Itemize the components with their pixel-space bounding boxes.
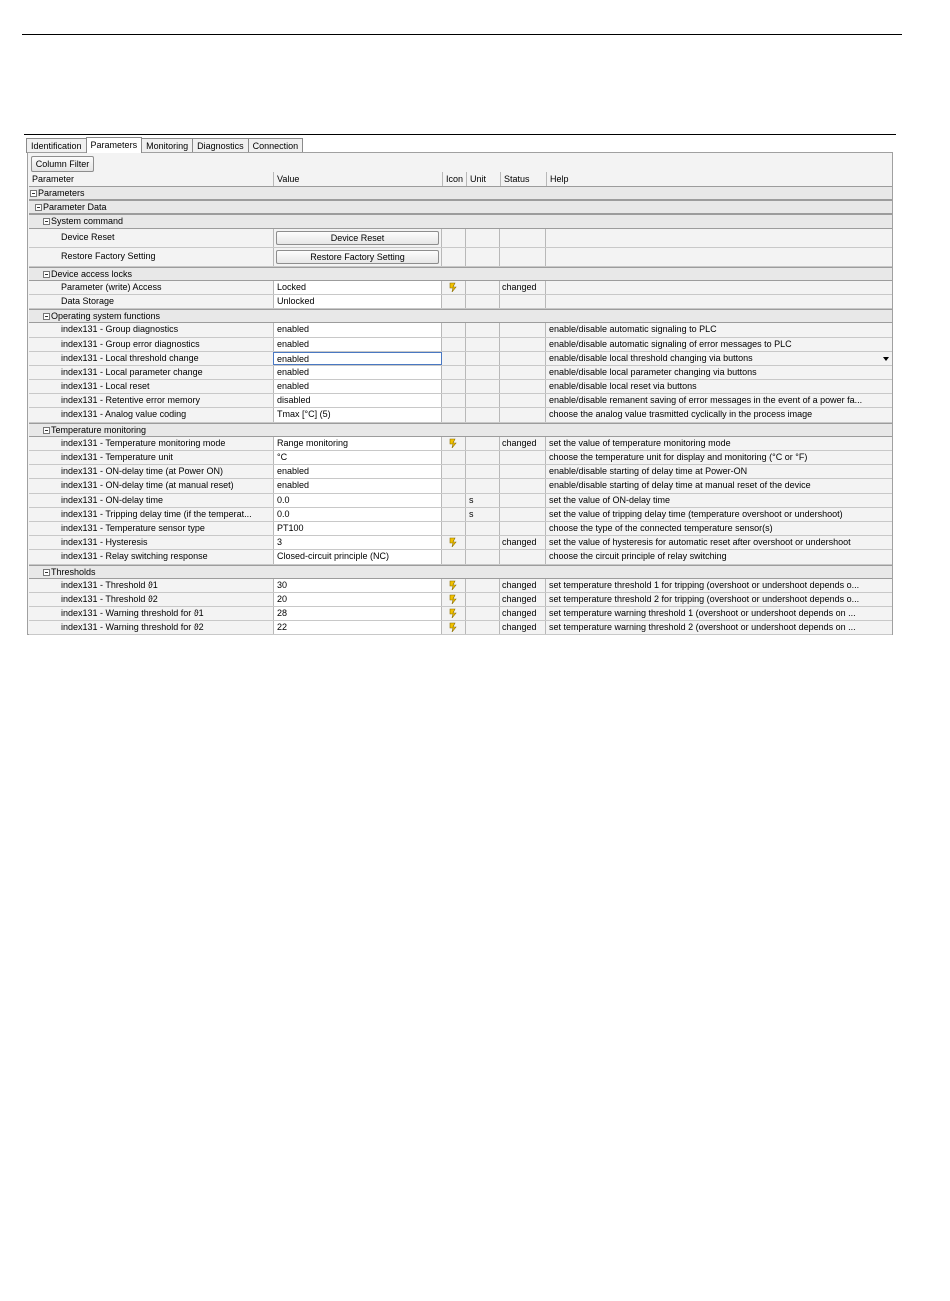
warning-edit-icon: [442, 579, 466, 592]
parameter-row[interactable]: [29, 338, 892, 352]
group-label: Temperature monitoring: [51, 424, 147, 435]
parameter-row[interactable]: [29, 295, 892, 309]
parameter-unit: [466, 380, 500, 393]
parameter-name: index131 - Hysteresis: [61, 537, 148, 548]
parameter-unit: [466, 465, 500, 478]
parameter-status: changed: [500, 281, 546, 294]
parameter-row[interactable]: [29, 408, 892, 422]
window-top-border: [24, 134, 896, 135]
parameter-status: changed: [500, 593, 546, 606]
parameter-unit: [466, 621, 500, 634]
parameter-status: changed: [500, 621, 546, 634]
parameter-row[interactable]: [29, 607, 892, 621]
parameter-value-field[interactable]: disabled: [273, 394, 442, 407]
parameter-name: index131 - Local reset: [61, 381, 150, 392]
parameter-unit: [466, 579, 500, 592]
parameter-value-field[interactable]: enabled: [273, 366, 442, 379]
parameter-editor-window: [24, 134, 896, 635]
page-header-rule: [22, 34, 902, 35]
parameter-unit: [466, 366, 500, 379]
parameter-status: [500, 508, 546, 521]
group-device-access-locks[interactable]: [29, 267, 892, 281]
parameter-help: enable/disable starting of delay time at Power-ON: [549, 466, 748, 477]
collapse-toggle-icon[interactable]: [43, 569, 50, 576]
column-header-row: [29, 172, 891, 186]
column-header-parameter[interactable]: Parameter: [32, 174, 75, 184]
column-header-value[interactable]: Value: [273, 172, 442, 186]
parameter-help: enable/disable starting of delay time at manual reset of the device: [549, 480, 811, 491]
parameter-row[interactable]: [29, 394, 892, 408]
parameter-name: index131 - Local parameter change: [61, 366, 203, 377]
parameter-row[interactable]: [29, 281, 892, 295]
icon-cell: [442, 550, 466, 563]
parameter-name: index131 - Temperature monitoring mode: [61, 437, 226, 448]
icon-cell: [442, 323, 466, 336]
column-header-unit[interactable]: Unit: [466, 172, 500, 186]
parameter-name: index131 - Group diagnostics: [61, 324, 179, 335]
parameter-unit: [466, 550, 500, 563]
parameter-value-field[interactable]: enabled: [273, 479, 442, 492]
warning-edit-icon: [442, 437, 466, 450]
column-filter-button[interactable]: Column Filter: [31, 156, 94, 172]
warning-edit-icon: [442, 281, 466, 294]
column-header-status[interactable]: Status: [500, 172, 546, 186]
parameter-unit: [466, 229, 500, 247]
column-header-icon[interactable]: Icon: [442, 172, 466, 186]
tab-monitoring[interactable]: Monitoring: [141, 138, 193, 153]
icon-cell: [442, 508, 466, 521]
collapse-toggle-icon[interactable]: [43, 427, 50, 434]
parameter-value-field[interactable]: enabled: [273, 338, 442, 351]
parameter-help: [549, 248, 889, 266]
group-label: Thresholds: [51, 566, 96, 577]
icon-cell: [442, 394, 466, 407]
parameter-unit: [466, 607, 500, 620]
parameter-unit: s: [466, 508, 500, 521]
parameter-help: enable/disable automatic signaling of error messages to PLC: [549, 338, 792, 349]
parameter-help: set temperature warning threshold 1 (overshoot or undershoot depends on ...: [549, 608, 856, 619]
icon-cell: [442, 522, 466, 535]
parameter-name: index131 - Tripping delay time (if the temperat...: [61, 508, 252, 519]
tab-parameters[interactable]: Parameters: [86, 137, 143, 153]
parameter-help: set temperature warning threshold 2 (overshoot or undershoot depends on ...: [549, 622, 856, 633]
icon-cell: [442, 295, 466, 308]
icon-cell: [442, 352, 466, 365]
parameter-value-field[interactable]: enabled: [273, 380, 442, 393]
group-label: Parameters: [38, 188, 85, 198]
parameter-help: [549, 229, 889, 247]
parameter-value-field[interactable]: Unlocked: [273, 295, 442, 308]
collapse-toggle-icon[interactable]: [43, 218, 50, 225]
group-label: Parameter Data: [43, 202, 107, 213]
parameter-value-field[interactable]: Closed-circuit principle (NC): [273, 550, 442, 563]
parameter-row[interactable]: [29, 621, 892, 635]
tab-bar: [26, 137, 302, 153]
icon-cell: [442, 366, 466, 379]
parameter-row[interactable]: [29, 522, 892, 536]
warning-edit-icon: [442, 621, 466, 634]
parameter-row[interactable]: [29, 380, 892, 394]
icon-cell: [442, 451, 466, 464]
parameter-name: index131 - ON-delay time: [61, 494, 164, 505]
parameter-status: changed: [500, 536, 546, 549]
group-thresholds[interactable]: [29, 565, 892, 579]
parameter-help: enable/disable local parameter changing via buttons: [549, 366, 757, 377]
parameter-name: index131 - Warning threshold for ϑ2: [61, 622, 204, 633]
parameter-help: set the value of tripping delay time (temperature overshoot or undershoot): [549, 508, 843, 519]
parameter-value-field[interactable]: enabled: [273, 323, 442, 336]
parameter-name: index131 - ON-delay time (at manual reset): [61, 480, 234, 491]
parameter-help: choose the circuit principle of relay switching: [549, 551, 727, 562]
parameter-row[interactable]: [29, 465, 892, 479]
parameter-value-field[interactable]: 30: [273, 579, 442, 592]
parameter-row[interactable]: [29, 579, 892, 593]
parameter-status: [500, 394, 546, 407]
parameter-status: [500, 479, 546, 492]
command-row: [29, 248, 892, 267]
group-parameter-data[interactable]: [29, 200, 892, 214]
parameter-status: [500, 465, 546, 478]
parameter-name: index131 - Local threshold change: [61, 352, 199, 363]
parameter-row[interactable]: [29, 593, 892, 607]
restore-factory-setting-button[interactable]: Restore Factory Setting: [276, 250, 439, 264]
parameter-value-field[interactable]: °C: [273, 451, 442, 464]
parameter-status: [500, 494, 546, 507]
parameter-row[interactable]: [29, 451, 892, 465]
column-header-help[interactable]: Help: [546, 172, 891, 186]
parameter-help: set the value of ON-delay time: [549, 494, 671, 505]
icon-cell: [442, 380, 466, 393]
parameter-help: set the value of hysteresis for automatic reset after overshoot or undershoot: [549, 537, 851, 548]
parameter-unit: [466, 248, 500, 266]
parameter-name: index131 - Threshold ϑ1: [61, 579, 158, 590]
collapse-toggle-icon[interactable]: [30, 190, 37, 197]
parameter-name: Restore Factory Setting: [61, 250, 156, 261]
parameter-value-field[interactable]: 22: [273, 621, 442, 634]
parameter-unit: [466, 338, 500, 351]
parameter-name: Parameter (write) Access: [61, 281, 162, 292]
group-label: System command: [51, 216, 124, 227]
parameter-status: [500, 366, 546, 379]
parameter-unit: [466, 522, 500, 535]
parameter-name: index131 - Threshold ϑ2: [61, 593, 158, 604]
warning-edit-icon: [442, 536, 466, 549]
parameter-value-field[interactable]: 3: [273, 536, 442, 549]
icon-cell: [442, 338, 466, 351]
parameter-value-field[interactable]: 28: [273, 607, 442, 620]
parameter-row[interactable]: [29, 494, 892, 508]
parameter-value-field[interactable]: Locked: [273, 281, 442, 294]
parameter-help: choose the temperature unit for display and monitoring (°C or °F): [549, 452, 808, 462]
icon-cell: [442, 465, 466, 478]
parameter-row[interactable]: [29, 352, 892, 366]
parameter-name: Device Reset: [61, 231, 115, 242]
parameter-help: enable/disable remanent saving of error messages in the event of a power fa...: [549, 395, 863, 406]
tab-diagnostics[interactable]: Diagnostics: [192, 138, 249, 153]
parameter-unit: [466, 593, 500, 606]
tab-connection[interactable]: Connection: [248, 138, 304, 153]
parameter-row[interactable]: [29, 479, 892, 493]
parameter-help: set the value of temperature monitoring mode: [549, 437, 731, 448]
parameter-unit: [466, 408, 500, 421]
parameter-unit: [466, 394, 500, 407]
parameter-help: [549, 295, 889, 308]
command-row: [29, 229, 892, 248]
parameters-panel: [27, 152, 893, 635]
parameter-value-field[interactable]: 0.0: [273, 508, 442, 521]
parameter-status: [500, 380, 546, 393]
parameter-value-field[interactable]: Tmax [°C] (5): [273, 408, 442, 421]
parameter-unit: [466, 281, 500, 294]
parameter-row[interactable]: [29, 550, 892, 564]
command-cell: [273, 248, 442, 266]
parameter-help: choose the analog value trasmitted cyclically in the process image: [549, 409, 813, 420]
parameter-value-field[interactable]: PT100: [273, 522, 442, 535]
parameter-row[interactable]: [29, 536, 892, 550]
device-reset-button[interactable]: Device Reset: [276, 231, 439, 245]
parameter-unit: s: [466, 494, 500, 507]
group-parameters[interactable]: [29, 186, 892, 200]
icon-cell: [442, 494, 466, 507]
parameter-help: enable/disable automatic signaling to PLC: [549, 324, 717, 335]
parameter-help: set temperature threshold 2 for tripping (overshoot or undershoot depends o...: [549, 593, 860, 604]
parameter-name: index131 - Retentive error memory: [61, 395, 201, 406]
parameter-status: changed: [500, 607, 546, 620]
parameter-unit: [466, 352, 500, 365]
parameter-status: [500, 408, 546, 421]
parameter-unit: [466, 437, 500, 450]
parameter-name: index131 - Temperature sensor type: [61, 522, 205, 533]
collapse-toggle-icon[interactable]: [43, 313, 50, 320]
group-system-command[interactable]: [29, 214, 892, 228]
parameter-status: [500, 550, 546, 563]
group-operating-system-functions[interactable]: [29, 309, 892, 323]
parameter-status: [500, 352, 546, 365]
parameter-row[interactable]: [29, 366, 892, 380]
parameter-status: [500, 338, 546, 351]
parameter-unit: [466, 536, 500, 549]
parameter-status: changed: [500, 437, 546, 450]
parameter-status: [500, 323, 546, 336]
parameter-name: index131 - Group error diagnostics: [61, 338, 200, 349]
parameter-status: [500, 522, 546, 535]
group-label: Device access locks: [51, 268, 133, 279]
group-label: Operating system functions: [51, 311, 161, 322]
parameter-value-dropdown[interactable]: enabled: [273, 352, 442, 365]
parameter-name: index131 - Analog value coding: [61, 409, 187, 420]
warning-edit-icon: [442, 607, 466, 620]
parameter-help: set temperature threshold 1 for tripping (overshoot or undershoot depends o...: [549, 579, 860, 590]
parameter-status: [500, 451, 546, 464]
parameter-name: index131 - Warning threshold for ϑ1: [61, 608, 204, 619]
icon-cell: [442, 248, 466, 266]
parameter-status: [500, 295, 546, 308]
parameter-unit: [466, 323, 500, 336]
parameter-value-field[interactable]: 20: [273, 593, 442, 606]
parameter-value-field[interactable]: 0.0: [273, 494, 442, 507]
parameter-name: index131 - Relay switching response: [61, 551, 208, 562]
tab-identification[interactable]: Identification: [26, 138, 87, 153]
chevron-down-icon[interactable]: [883, 357, 889, 361]
parameter-unit: [466, 479, 500, 492]
collapse-toggle-icon[interactable]: [35, 204, 42, 211]
parameter-name: index131 - Temperature unit: [61, 452, 173, 462]
parameter-name: Data Storage: [61, 295, 115, 306]
parameter-value-field[interactable]: enabled: [273, 465, 442, 478]
parameter-row[interactable]: [29, 437, 892, 451]
icon-cell: [442, 229, 466, 247]
icon-cell: [442, 408, 466, 421]
parameter-help: [549, 281, 889, 294]
parameter-row[interactable]: [29, 508, 892, 522]
parameter-help: choose the type of the connected temperature sensor(s): [549, 522, 773, 533]
parameter-status: [500, 229, 546, 247]
command-cell: [273, 229, 442, 247]
group-temperature-monitoring[interactable]: [29, 423, 892, 437]
parameter-value-field[interactable]: Range monitoring: [273, 437, 442, 450]
parameter-help: enable/disable local reset via buttons: [549, 381, 697, 392]
parameter-status: changed: [500, 579, 546, 592]
parameter-tree: [29, 186, 892, 635]
parameter-status: [500, 248, 546, 266]
parameter-unit: [466, 295, 500, 308]
parameter-name: index131 - ON-delay time (at Power ON): [61, 466, 224, 477]
warning-edit-icon: [442, 593, 466, 606]
parameter-row[interactable]: [29, 323, 892, 337]
icon-cell: [442, 479, 466, 492]
parameter-unit: [466, 451, 500, 464]
parameter-help: enable/disable local threshold changing via buttons: [549, 352, 753, 363]
collapse-toggle-icon[interactable]: [43, 271, 50, 278]
